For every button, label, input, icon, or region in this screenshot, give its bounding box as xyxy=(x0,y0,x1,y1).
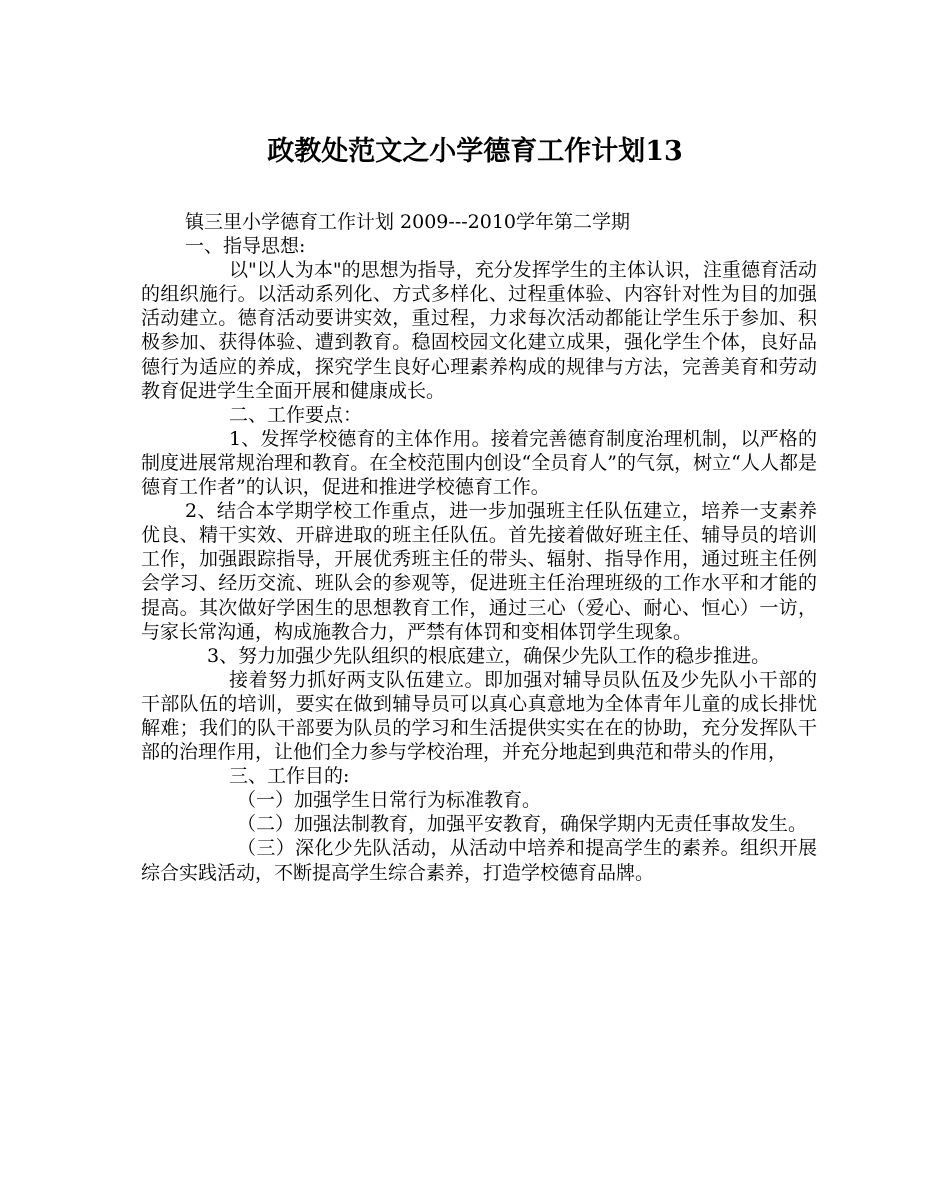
document-title: 政教处范文之小学德育工作计划13 xyxy=(267,136,683,167)
paragraph-team-building: 接着努力抓好两支队伍建立。即加强对辅导员队伍及少先队小干部的干部队伍的培训，要实在做到辅导员可以真心真意地为全体青年儿童的成长排忧解难；我们的队干部要为队员的学习和生活提供实实在在的协助，充分发挥队干部的治理作用，让他们全力参与学校治理，并充分地起到典范和带头的作用， xyxy=(141,668,817,764)
section-heading-work-goals: 三、工作目的: xyxy=(229,765,350,788)
paragraph-point-3: 3、努力加强少先队组织的根底建立，确保少先队工作的稳步推进。 xyxy=(207,644,771,667)
paragraph-point-2: 2、结合本学期学校工作重点，进一步加强班主任队伍建立，培养一支素养优良、精干实效、开辟进取的班主任队伍。首先接着做好班主任、辅导员的培训工作，加强跟踪指导，开展优秀班主任的带头、辐射、指导作用，通过班主任例会学习、经历交流、班队会的参观等，促进班主任治理班级的工作水平和才能的提高。其次做好学困生的思想教育工作，通过三心（爱心、耐心、恒心）一访，与家长常沟通，构成施教合力，严禁有体罚和变相体罚学生现象。 xyxy=(141,500,817,643)
paragraph-guiding-ideology: 以"以人为本"的思想为指导，充分发挥学生的主体认识，注重德育活动的组织施行。以活动系列化、方式多样化、过程重体验、内容针对性为目的加强活动建立。德育活动要讲实效，重过程，力求每次活动都能让学生乐于参加、积极参加、获得体验、遭到教育。稳固校园文化建立成果，强化学生个体，良好品德行为适应的养成，探究学生良好心理素养构成的规律与方法，完善美育和劳动教育促进学生全面开展和健康成长。 xyxy=(141,259,817,402)
document-body xyxy=(141,210,817,885)
paragraph-goal-1: （一）加强学生日常行为标准教育。 xyxy=(237,789,542,812)
paragraph-goal-3: （三）深化少先队活动，从活动中培养和提高学生的素养。组织开展综合实践活动，不断提高学生综合素养，打造学校德育品牌。 xyxy=(141,837,817,884)
section-heading-guiding-ideology: 一、指导思想: xyxy=(185,235,306,258)
plan-heading: 镇三里小学德育工作计划 2009---2010学年第二学期 xyxy=(185,211,631,233)
section-heading-work-points: 二、工作要点： xyxy=(229,403,363,426)
paragraph-goal-2: （二）加强法制教育，加强平安教育，确保学期内无责任事故发生。 xyxy=(237,813,808,836)
paragraph-point-1: 1、发挥学校德育的主体作用。接着完善德育制度治理机制，以严格的制度进展常规治理和教育。在全校范围内创设“全员育人”的气氛，树立“人人都是德育工作者”的认识，促进和推进学校德育工作。 xyxy=(141,427,817,499)
